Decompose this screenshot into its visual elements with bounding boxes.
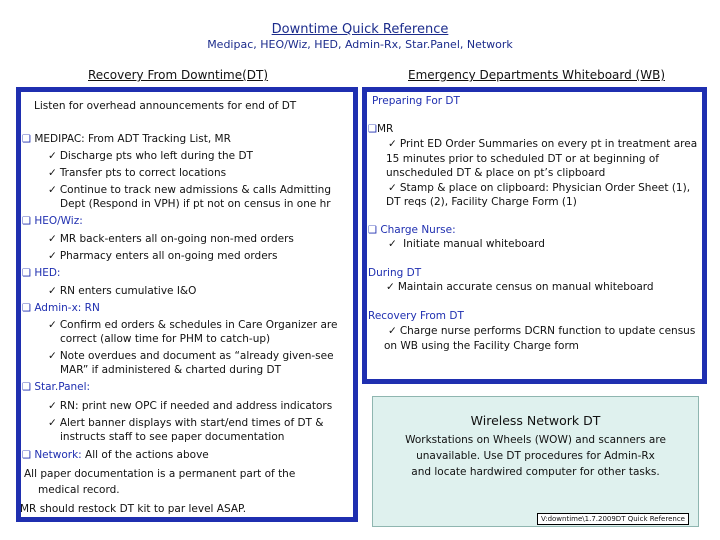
paper-note-continued: medical record.: [38, 484, 120, 496]
list-item: ✓ Note overdues and document as “already given-see: [48, 350, 334, 362]
bullet-square-icon: ❑: [22, 134, 31, 145]
list-item-continued: MAR” if administered & charted during DT: [60, 364, 282, 376]
network-text: All of the actions above: [85, 449, 209, 461]
admin-section: [22, 302, 100, 315]
list-item: ✓ Pharmacy enters all on-going med orders: [48, 250, 278, 262]
check-icon: ✓: [388, 182, 397, 194]
admin-heading: Admin-x: RN: [34, 302, 100, 314]
list-item-continued: 15 minutes prior to scheduled DT or at beginning of: [386, 153, 659, 165]
check-icon: ✓: [386, 281, 395, 293]
list-item: ✓ Maintain accurate census on manual whiteboard: [386, 281, 654, 293]
wireless-line: unavailable. Use DT procedures for Admin-Rx: [416, 450, 655, 462]
recovery-heading: Recovery From DT: [368, 310, 464, 322]
bullet-square-icon: ❑: [22, 268, 31, 279]
list-item: ✓ Charge nurse performs DCRN function to update census: [388, 325, 696, 337]
list-item: ✓ Continue to track new admissions & calls Admitting: [48, 184, 331, 196]
check-icon: ✓: [388, 138, 397, 150]
check-icon: ✓: [48, 150, 57, 162]
list-item: ✓ Print ED Order Summaries on every pt in treatment area: [388, 138, 698, 150]
list-item-continued: instructs staff to see paper documentation: [60, 431, 285, 443]
restock-note: MR should restock DT kit to par level ASAP.: [20, 503, 247, 515]
list-item: ✓ Stamp & place on clipboard: Physician Order Sheet (1),: [388, 182, 691, 194]
left-intro: Listen for overhead announcements for end of DT: [34, 100, 297, 112]
charge-nurse-heading: Charge Nurse:: [380, 224, 456, 236]
footer-path: V:downtime\1.7.2009DT Quick Reference: [537, 513, 689, 525]
bullet-square-icon: ❑: [22, 450, 31, 461]
preparing-heading: Preparing For DT: [372, 95, 460, 107]
check-icon: ✓: [48, 319, 57, 331]
medipac-section: [22, 133, 231, 146]
check-icon: ✓: [48, 167, 57, 179]
page-title: Downtime Quick Reference: [271, 22, 449, 37]
bullet-square-icon: ❑: [22, 303, 31, 314]
bullet-square-icon: ❑: [368, 124, 377, 135]
list-item: ✓ RN: print new OPC if needed and address indicators: [48, 400, 333, 412]
bullet-square-icon: ❑: [22, 216, 31, 227]
check-icon: ✓: [48, 350, 57, 362]
check-icon: ✓: [48, 184, 57, 196]
list-item-continued: correct (allow time for PHM to catch-up): [60, 333, 271, 345]
wireless-title: Wireless Network DT: [470, 413, 601, 428]
hed-heading: HED:: [34, 267, 61, 279]
list-item: ✓ Initiate manual whiteboard: [388, 238, 545, 250]
network-heading: Network:: [34, 449, 82, 461]
starpanel-section: [22, 381, 90, 394]
during-heading: During DT: [368, 267, 422, 279]
mr-section: [368, 123, 393, 136]
check-icon: ✓: [388, 238, 397, 250]
check-icon: ✓: [48, 417, 57, 429]
list-item-continued: on WB using the Facility Charge form: [384, 340, 579, 352]
hed-section: [22, 267, 60, 280]
list-item: ✓ RN enters cumulative I&O: [48, 285, 197, 297]
charge-nurse-section: [368, 224, 456, 237]
list-item-continued: unscheduled DT & place on pt’s clipboard: [386, 167, 606, 179]
wireless-line: and locate hardwired computer for other tasks.: [411, 466, 660, 478]
list-item-continued: DT reqs (2), Facility Charge Form (1): [386, 196, 577, 208]
page-subtitle: Medipac, HEO/Wiz, HED, Admin-Rx, Star.Panel, Network: [207, 38, 513, 51]
check-icon: ✓: [48, 233, 57, 245]
right-header: Emergency Departments Whiteboard (WB): [408, 68, 665, 82]
check-icon: ✓: [48, 400, 57, 412]
wireless-line: Workstations on Wheels (WOW) and scanners are: [405, 434, 666, 446]
list-item-continued: Dept (Respond in VPH) if pt not on census in one hr: [60, 198, 331, 210]
medipac-heading: MEDIPAC: From ADT Tracking List, MR: [34, 133, 231, 145]
left-header: Recovery From Downtime(DT): [88, 68, 269, 82]
bullet-square-icon: ❑: [368, 225, 377, 236]
check-icon: ✓: [48, 250, 57, 262]
mr-heading: MR: [376, 123, 394, 135]
list-item: ✓ Alert banner displays with start/end times of DT &: [48, 417, 324, 429]
heo-section: [22, 215, 83, 228]
starpanel-heading: Star.Panel:: [34, 381, 91, 393]
check-icon: ✓: [388, 325, 397, 337]
heo-heading: HEO/Wiz:: [34, 215, 83, 227]
list-item: ✓ Confirm ed orders & schedules in Care Organizer are: [48, 319, 338, 331]
check-icon: ✓: [48, 285, 57, 297]
list-item: ✓ MR back-enters all on-going non-med orders: [48, 233, 294, 245]
bullet-square-icon: ❑: [22, 382, 31, 393]
network-section: [22, 449, 209, 462]
paper-note: All paper documentation is a permanent part of the: [24, 468, 296, 480]
list-item: ✓ Discharge pts who left during the DT: [48, 150, 253, 162]
list-item: ✓ Transfer pts to correct locations: [48, 167, 227, 179]
